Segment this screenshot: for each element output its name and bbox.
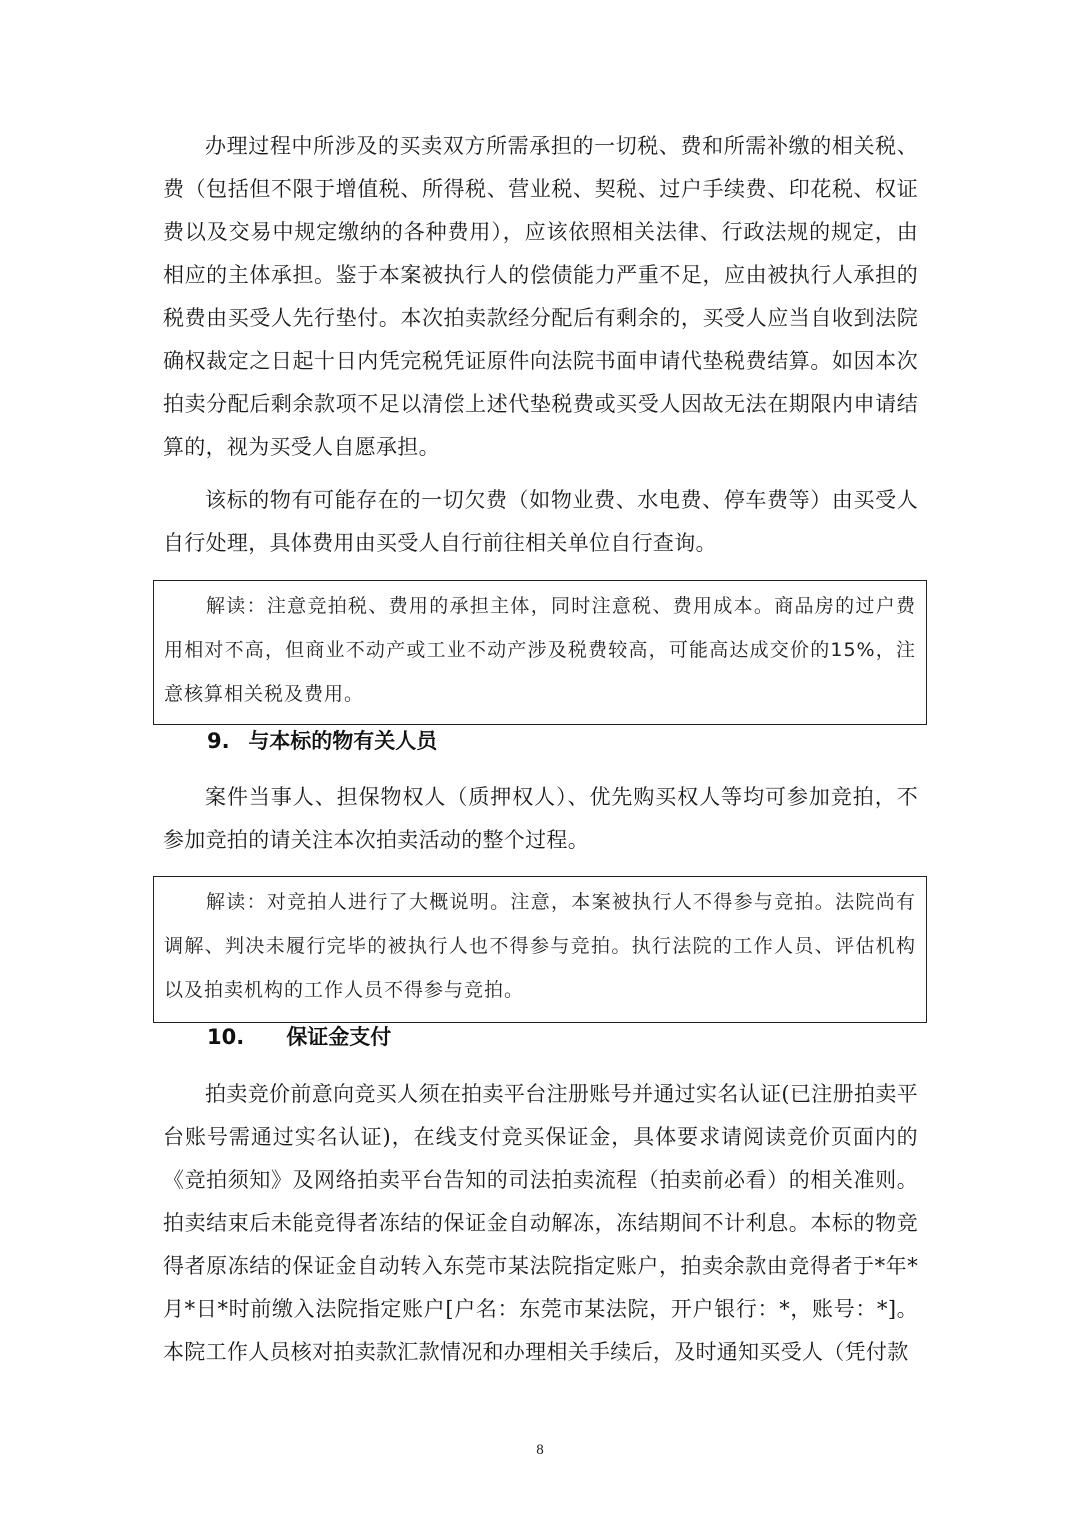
paragraph-related-persons: 案件当事人、担保物权人（质押权人）、优先购买权人等均可参加竞拍，不参加竞拍的请关注本次拍卖活动的整个过程。 (163, 785, 918, 852)
interpretation-text-persons: 解读：对竞拍人进行了大概说明。注意，本案被执行人不得参与竞拍。法院尚有调解、判决未履行完毕的被执行人也不得参与竞拍。执行法院的工作人员、评估机构以及拍卖机构的工作人员不得参与竞拍。 (164, 891, 916, 1001)
page-number: 8 (536, 1442, 544, 1458)
section-heading-10 (207, 1022, 391, 1052)
interpretation-text-tax: 解读：注意竞拍税、费用的承担主体，同时注意税、费用成本。商品房的过户费用相对不高，但商业不动产或工业不动产涉及税费较高，可能高达成交价的15%，注意核算相关税及费用。 (164, 595, 916, 705)
section-title-9: 与本标的物有关人员 (248, 729, 438, 753)
section-title-10: 保证金支付 (286, 1025, 392, 1049)
interpretation-box-persons (153, 876, 927, 1023)
paragraph-arrears: 该标的物有可能存在的一切欠费（如物业费、水电费、停车费等）由买受人自行处理，具体费用由买受人自行前往相关单位自行查询。 (163, 488, 918, 555)
section-number-9: 9. (207, 729, 230, 753)
paragraph-tax-fees: 办理过程中所涉及的买卖双方所需承担的一切税、费和所需补缴的相关税、费（包括但不限于增值税、所得税、营业税、契税、过户手续费、印花税、权证费以及交易中规定缴纳的各种费用），应该依照相关法律、行政法规的规定，由相应的主体承担。鉴于本案被执行人的偿债能力严重不足，应由被执行人承担的税费由买受人先行垫付。本次拍卖款经分配后有剩余的，买受人应当自收到法院确权裁定之日起十日内凭完税凭证原件向法院书面申请代垫税费结算。如因本次拍卖分配后剩余款项不足以清偿上述代垫税费或买受人因故无法在期限内申请结算的，视为买受人自愿承担。 (163, 134, 918, 459)
section-number-10: 10. (207, 1025, 245, 1049)
interpretation-box-tax (153, 580, 927, 725)
paragraph-deposit: 拍卖竞价前意向竞买人须在拍卖平台注册账号并通过实名认证(已注册拍卖平台账号需通过实名认证)，在线支付竞买保证金，具体要求请阅读竞价页面内的《竞拍须知》及网络拍卖平台告知的司法拍卖流程（拍卖前必看）的相关准则。拍卖结束后未能竞得者冻结的保证金自动解冻，冻结期间不计利息。本标的物竞得者原冻结的保证金自动转入东莞市某法院指定账户，拍卖余款由竞得者于*年*月*日*时前缴入法院指定账户[户名：东莞市某法院，开户银行：*，账号：*]。本院工作人员核对拍卖款汇款情况和办理相关手续后，及时通知买受人（凭付款 (163, 1082, 918, 1364)
section-heading-9 (207, 726, 437, 756)
